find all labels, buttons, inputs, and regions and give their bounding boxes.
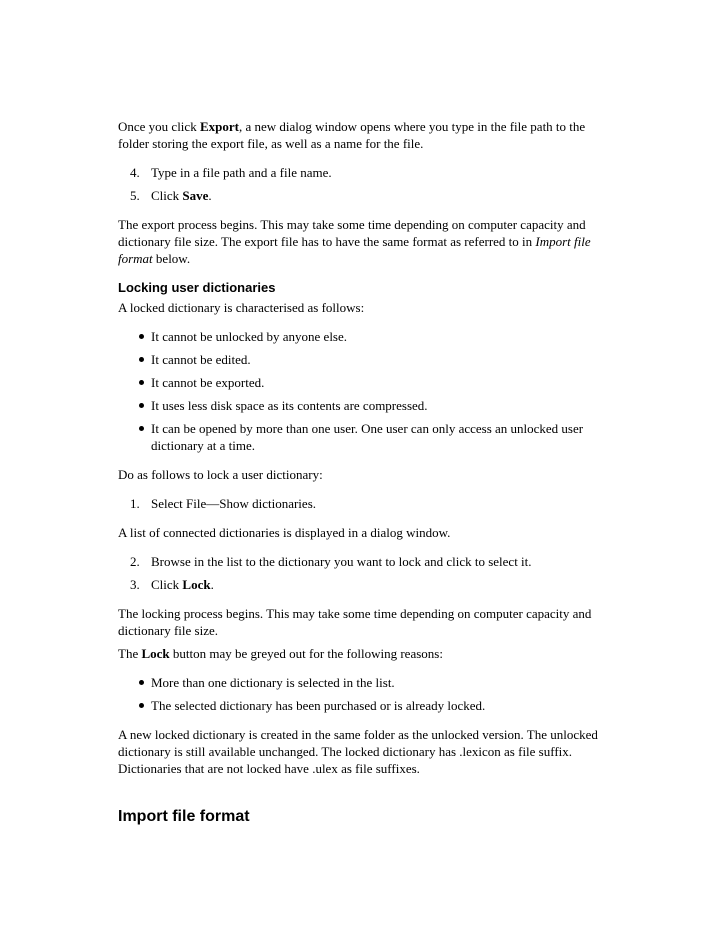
step-text: . [210, 577, 214, 592]
bullet-icon [139, 703, 144, 708]
bullet-icon [139, 403, 144, 408]
bullet-text: The selected dictionary has been purchased or is already locked. [151, 698, 486, 713]
locking-intro: A locked dictionary is characterised as follows: [118, 300, 365, 315]
greyed-out-paragraph [118, 645, 608, 662]
step-number: 5. [130, 188, 140, 203]
step-number: 3. [130, 577, 140, 592]
locking-process-paragraph: The locking process begins. This may take some time depending on computer capacity and dictionary file size. [118, 606, 592, 638]
step-number: 2. [130, 554, 140, 569]
import-file-format-heading: Import file format [118, 808, 250, 825]
text-run: , a new dialog window opens where you type in the file path to the folder storing the export file, as well as a name for the file. [118, 119, 586, 151]
step-text: Click [151, 188, 183, 203]
step-number: 1. [130, 496, 140, 511]
save-term: Save [182, 188, 209, 203]
export-steps-list [118, 164, 608, 204]
list-item [118, 164, 608, 181]
list-item [118, 697, 608, 714]
bullet-text: More than one dictionary is selected in the list. [151, 675, 395, 690]
bullet-icon [139, 680, 144, 685]
step-number: 4. [130, 165, 140, 180]
lock-instructions-intro: Do as follows to lock a user dictionary: [118, 467, 323, 482]
text-run: below. [152, 251, 191, 266]
text-run: button may be greyed out for the following reasons: [169, 646, 443, 661]
text-run: The [118, 646, 142, 661]
bullet-icon [139, 357, 144, 362]
list-item [118, 328, 608, 345]
export-term: Export [199, 119, 239, 134]
closing-paragraph: A new locked dictionary is created in the same folder as the unlocked version. The unlocked dictionary is still available unchanged. The locked dictionary has .lexicon as file suffix. Dictionaries that are not locked have .ulex as file suffixes. [118, 727, 598, 776]
list-item [118, 374, 608, 391]
lock-term: Lock [182, 577, 211, 592]
step-text: Select File—Show dictionaries. [151, 496, 317, 511]
list-item [118, 674, 608, 691]
bullet-icon [139, 334, 144, 339]
bullet-text: It cannot be unlocked by anyone else. [151, 329, 348, 344]
list-item [118, 495, 608, 512]
list-item [118, 420, 608, 454]
bullet-text: It cannot be exported. [151, 375, 265, 390]
export-process-paragraph [118, 216, 608, 267]
text-run: Once you click [118, 119, 200, 134]
bullet-text: It can be opened by more than one user. One user can only access an unlocked user dictionary at a time. [151, 421, 584, 453]
list-item [118, 187, 608, 204]
list-item [118, 553, 608, 570]
step-text: . [208, 188, 212, 203]
lock-steps-list-1 [118, 495, 608, 512]
lock-steps-list-2 [118, 553, 608, 593]
bullet-icon [139, 426, 144, 431]
text-run: The export process begins. This may take some time depending on computer capacity and dictionary file size. The export file has to have the same format as referred to in [118, 217, 586, 249]
dialog-list-paragraph: A list of connected dictionaries is displayed in a dialog window. [118, 525, 451, 540]
step-text: Browse in the list to the dictionary you want to lock and click to select it. [151, 554, 532, 569]
bullet-icon [139, 380, 144, 385]
bullet-text: It cannot be edited. [151, 352, 251, 367]
bullet-text: It uses less disk space as its contents are compressed. [151, 398, 428, 413]
greyed-reasons-list [118, 674, 608, 714]
lock-term: Lock [141, 646, 170, 661]
export-dialog-paragraph [118, 118, 608, 152]
step-text: Type in a file path and a file name. [151, 165, 332, 180]
step-text: Click [151, 577, 183, 592]
locked-characteristics-list [118, 328, 608, 454]
list-item [118, 397, 608, 414]
locking-heading: Locking user dictionaries [118, 280, 276, 295]
list-item [118, 576, 608, 593]
list-item [118, 351, 608, 368]
import-format-reference: Import file format [118, 234, 591, 266]
page-content [118, 118, 608, 827]
